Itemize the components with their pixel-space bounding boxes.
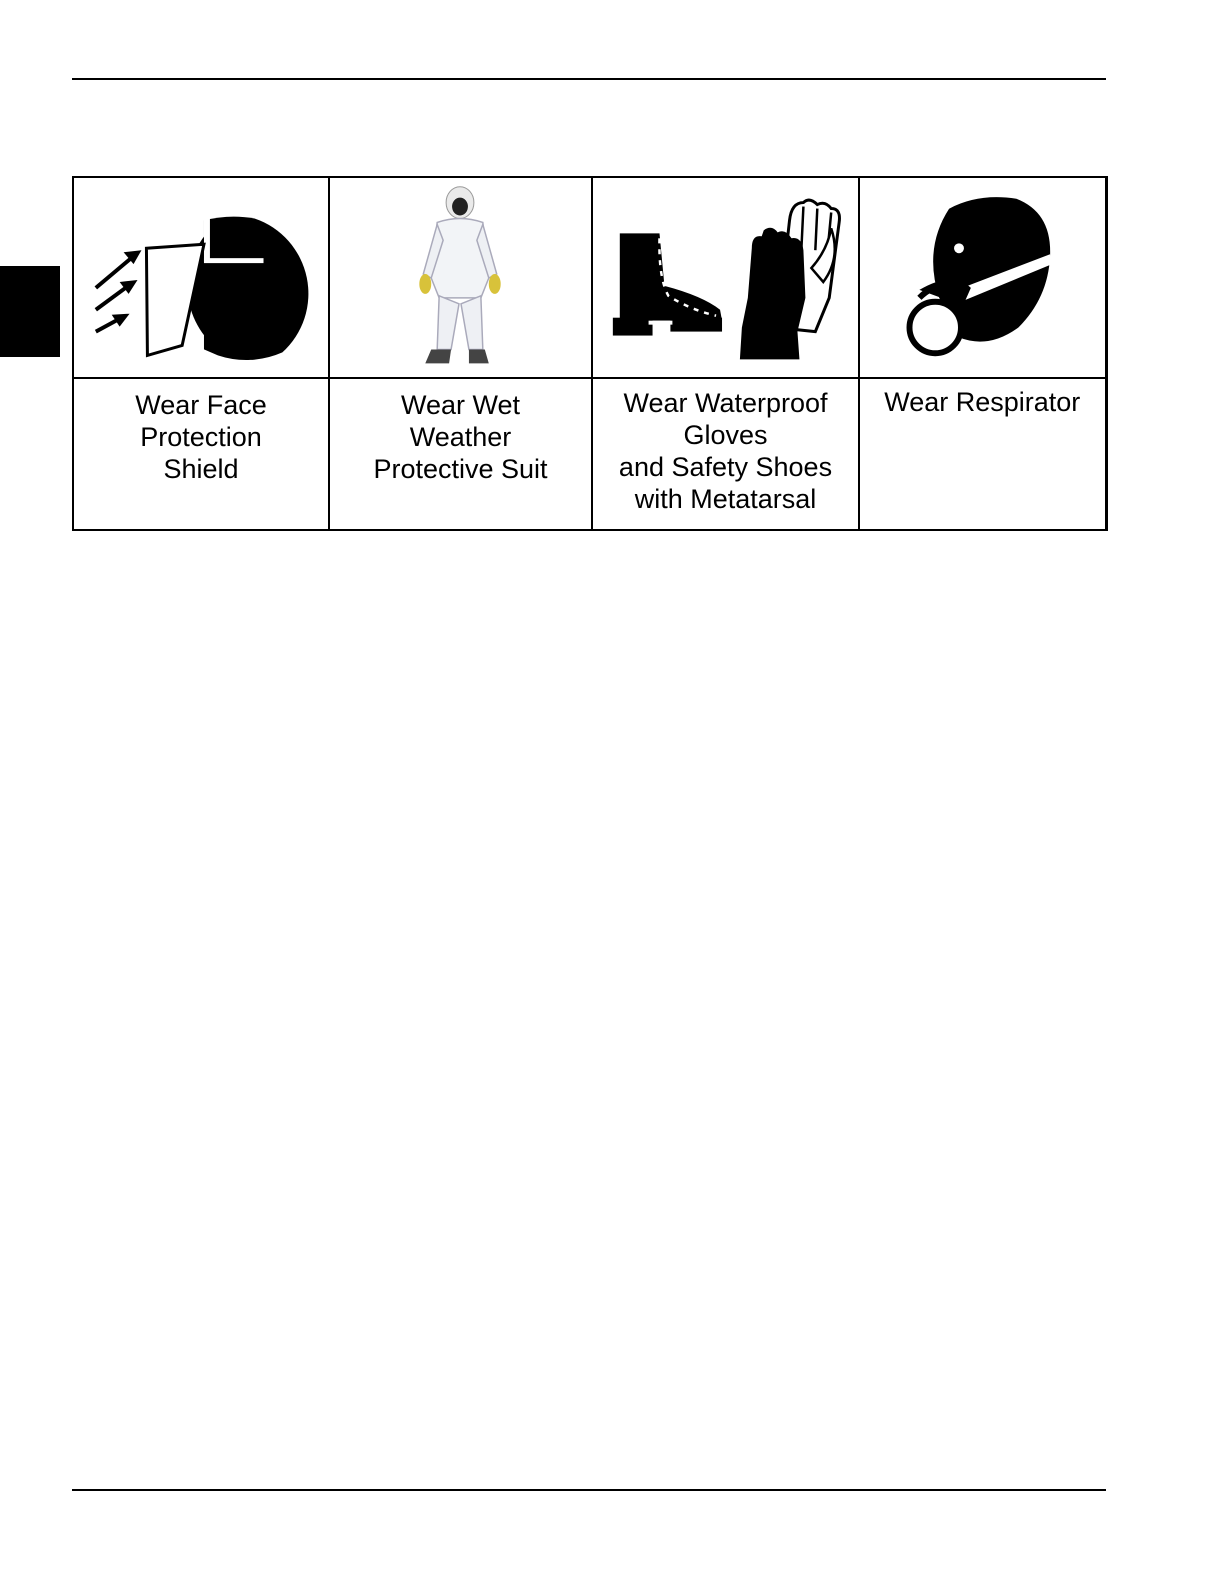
label-line: Wear Face xyxy=(135,390,267,420)
face-shield-icon xyxy=(74,178,328,377)
label-line: Wear Respirator xyxy=(884,387,1081,417)
ppe-cell-protective-suit xyxy=(329,177,592,378)
ppe-icon-row xyxy=(73,177,1106,378)
ppe-cell-face-shield xyxy=(73,177,329,378)
label-line: with Metatarsal xyxy=(634,484,817,514)
label-line: Gloves xyxy=(683,420,768,450)
label-line: Protective Suit xyxy=(373,454,548,484)
protective-suit-icon xyxy=(330,178,591,377)
header-rule xyxy=(72,78,1106,80)
ppe-label-face-shield xyxy=(73,378,329,530)
respirator-icon xyxy=(860,178,1105,377)
ppe-label-respirator xyxy=(859,378,1106,530)
boot-and-gloves-icon xyxy=(593,178,858,377)
ppe-cell-respirator xyxy=(859,177,1106,378)
label-line: Wear Waterproof xyxy=(623,388,828,418)
label-line: Weather xyxy=(409,422,512,452)
label-line: Protection xyxy=(140,422,262,452)
section-tab xyxy=(0,266,60,357)
ppe-label-boot-gloves xyxy=(592,378,859,530)
footer-rule xyxy=(72,1489,1106,1491)
label-line: and Safety Shoes xyxy=(618,452,833,482)
label-line: Wear Wet xyxy=(400,390,521,420)
ppe-label-row xyxy=(73,378,1106,530)
label-line: Shield xyxy=(163,454,239,484)
ppe-label-protective-suit xyxy=(329,378,592,530)
ppe-cell-boot-gloves xyxy=(592,177,859,378)
ppe-requirements-table xyxy=(72,176,1108,531)
